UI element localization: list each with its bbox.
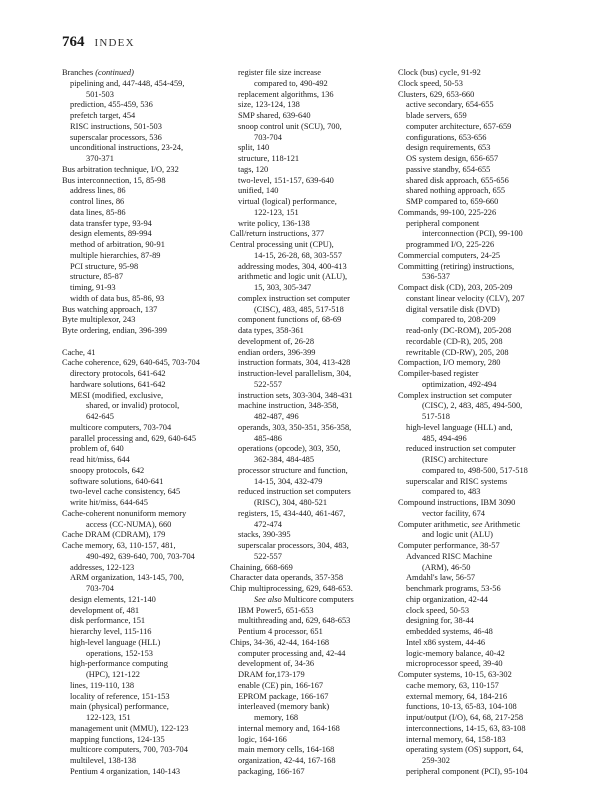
index-entry: compared to, 498-500, 517-518: [422, 465, 528, 475]
index-entry: Byte multiplexor, 243: [62, 315, 136, 325]
index-entry: pipelining and, 447-448, 454-459,: [70, 78, 185, 88]
index-entry: Commands, 99-100, 225-226: [398, 207, 497, 217]
index-entry: 122-123, 151: [86, 713, 131, 722]
index-entry: optimization, 492-494: [422, 379, 497, 389]
index-entry: Amdahl's law, 56-57: [406, 573, 476, 583]
index-entry: 522-557: [254, 551, 282, 561]
index-entry: Bus arbitration technique, I/O, 232: [62, 164, 179, 174]
index-entry: operations (opcode), 303, 350,: [238, 444, 341, 454]
index-entry: peripheral component: [406, 218, 480, 228]
index-entry: recordable (CD-R), 205, 208: [406, 336, 503, 346]
index-entry: [62, 337, 200, 348]
index-entry: 362-384, 484-485: [254, 455, 315, 464]
index-entry: multicore computers, 703-704: [70, 422, 172, 432]
index-entry: chip organization, 42-44: [406, 594, 488, 604]
index-entry: Clusters, 629, 653-660: [398, 89, 475, 99]
index-entry: problem of, 640: [70, 444, 124, 454]
index-entry: Bus watching approach, 137: [62, 304, 158, 314]
index-entry: peripheral component (PCI), 95-104: [406, 766, 528, 776]
index-entry: endian orders, 396-399: [238, 347, 316, 357]
index-entry: multiple hierarchies, 87-89: [70, 250, 161, 260]
index-entry: two-level cache consistency, 645: [70, 487, 181, 497]
index-entry: structure, 85-87: [70, 272, 124, 282]
index-entry: Bus interconnection, 15, 85-98: [62, 175, 166, 185]
index-entry: read hit/miss, 644: [70, 455, 130, 464]
index-entry: SMP shared, 639-640: [238, 111, 311, 120]
index-entry: (RISC), 304, 480-521: [254, 498, 328, 507]
index-entry: See also Multicore computers: [254, 594, 354, 604]
index-entry: Compaction, I/O memory, 280: [398, 358, 501, 368]
running-head: INDEX: [94, 37, 135, 49]
index-entry: Call/return instructions, 377: [230, 229, 325, 239]
index-entry: cache memory, 63, 110-157: [406, 680, 499, 690]
index-entry: ARM organization, 143-145, 700,: [70, 573, 184, 583]
page-header: [62, 34, 135, 58]
index-entry: Computer performance, 38-57: [398, 541, 500, 550]
index-entry: Chips, 34-36, 42-44, 164-168: [230, 637, 330, 647]
index-entry: multilevel, 138-138: [70, 756, 137, 765]
index-entry: management unit (MMU), 122-123: [70, 723, 189, 733]
index-entry: superscalar processors, 304, 483,: [238, 541, 349, 550]
index-entry: Intel x86 system, 44-46: [406, 637, 486, 647]
index-entry: (RISC) architecture: [422, 455, 488, 464]
index-entry: 485, 494-496: [422, 433, 467, 443]
index-entry: (CISC), 483, 485, 517-518: [254, 304, 344, 314]
index-entry: high-level language (HLL) and,: [406, 422, 513, 432]
index-entry: 490-492, 639-640, 700, 703-704: [86, 551, 195, 561]
index-entry: 482-487, 496: [254, 412, 299, 421]
index-entry: benchmark programs, 53-56: [406, 584, 501, 593]
index-entry: active secondary, 654-655: [406, 100, 494, 110]
index-entry: split, 140: [238, 143, 270, 153]
index-entry: main (physical) performance,: [70, 702, 169, 712]
index-entry: main memory cells, 164-168: [238, 745, 335, 755]
index-entry: logic, 164-166: [238, 734, 287, 744]
index-entry: method of arbitration, 90-91: [70, 240, 165, 249]
index-column-1: [62, 68, 200, 778]
index-entry: Cache-coherent nonuniform memory: [62, 508, 187, 518]
index-entry: designing for, 38-44: [406, 616, 474, 626]
index-entry: design elements, 121-140: [70, 594, 156, 604]
index-entry: 522-557: [254, 379, 282, 389]
index-entry: locality of reference, 151-153: [70, 691, 170, 701]
index-entry: Computer arithmetic, see Arithmetic: [398, 519, 521, 529]
index-entry: Cache DRAM (CDRAM), 179: [62, 530, 166, 540]
index-entry: (HPC), 121-122: [86, 670, 140, 679]
index-entry: compared to, 490-492: [254, 78, 328, 88]
index-entry: shared, or invalid) protocol,: [86, 401, 180, 411]
index-entry: (CISC), 2, 483, 485, 494-500,: [422, 401, 523, 411]
index-entry: IBM Power5, 651-653: [238, 605, 314, 615]
index-entry: external memory, 64, 184-216: [406, 691, 508, 701]
index-entry: configurations, 653-656: [406, 132, 487, 142]
index-entry: embedded systems, 46-48: [406, 627, 493, 636]
index-entry: 517-518: [422, 412, 450, 421]
index-entry: mapping functions, 124-135: [70, 734, 165, 744]
index-entry: timing, 91-93: [70, 283, 116, 292]
index-entry: MESI (modified, exclusive,: [70, 390, 164, 400]
index-entry: Clock speed, 50-53: [398, 78, 463, 88]
index-entry: shared disk approach, 655-656: [406, 175, 509, 185]
index-entry: RISC instructions, 501-503: [70, 121, 162, 131]
index-entry: memory, 168: [254, 713, 299, 722]
index-entry: tags, 120: [238, 164, 269, 174]
index-entry: microprocessor speed, 39-40: [406, 659, 503, 669]
index-entry: vector facility, 674: [422, 508, 485, 518]
index-entry: 703-704: [254, 132, 282, 142]
index-entry: addressing modes, 304, 400-413: [238, 261, 347, 271]
index-entry: operating system (OS) support, 64,: [406, 745, 524, 755]
index-entry: 536-537: [422, 272, 450, 282]
index-entry: write policy, 136-138: [238, 218, 310, 228]
index-entry: instruction-level parallelism, 304,: [238, 369, 352, 378]
index-entry: development of, 26-28: [238, 336, 315, 346]
index-entry: prefetch target, 454: [70, 111, 136, 120]
index-entry: stacks, 390-395: [238, 530, 291, 540]
index-entry: unconditional instructions, 23-24,: [70, 143, 184, 153]
index-entry: design elements, 89-994: [70, 229, 152, 239]
index-entry: high-level language (HLL): [70, 637, 161, 647]
index-entry: Advanced RISC Machine: [406, 551, 493, 561]
index-entry: directory protocols, 641-642: [70, 369, 166, 378]
index-entry: Pentium 4 organization, 140-143: [70, 766, 181, 776]
index-entry: component functions of, 68-69: [238, 315, 342, 325]
index-entry: Compound instructions, IBM 3090: [398, 498, 516, 507]
index-entry: operations, 152-153: [86, 648, 153, 658]
index-entry: functions, 10-13, 65-83, 104-108: [406, 702, 517, 712]
index-entry: Chip multiprocessing, 629, 648-653.: [230, 584, 353, 593]
index-entry: write hit/miss, 644-645: [70, 498, 148, 507]
index-entry: prediction, 455-459, 536: [70, 100, 153, 110]
index-entry: internal memory, 64, 158-183: [406, 734, 506, 744]
index-entry: interconnection (PCI), 99-100: [422, 229, 523, 239]
index-entry: data types, 358-361: [238, 326, 304, 335]
index-entry: addresses, 122-123: [70, 562, 135, 572]
index-entry: snoopy protocols, 642: [70, 465, 145, 475]
index-entry: clock speed, 50-53: [406, 605, 470, 615]
index-entry: hardware solutions, 641-642: [70, 379, 166, 389]
index-entry: computer architecture, 657-659: [406, 121, 512, 131]
index-entry: superscalar and RISC systems: [406, 476, 508, 486]
index-entry: constant linear velocity (CLV), 207: [406, 293, 525, 303]
index-column-2: [230, 68, 354, 778]
index-entry: register file size increase: [238, 68, 322, 77]
index-entry: development of, 34-36: [238, 659, 315, 669]
index-entry: programmed I/O, 225-226: [406, 240, 495, 249]
page-number: 764: [62, 34, 85, 50]
index-entry: Central processing unit (CPU),: [230, 240, 334, 249]
index-entry: access (CC-NUMA), 660: [86, 519, 172, 529]
index-entry: digital versatile disk (DVD): [406, 304, 500, 314]
index-entry: multithreading and, 629, 648-653: [238, 616, 351, 626]
index-entry: software solutions, 640-641: [70, 476, 164, 486]
index-entry: Complex instruction set computer: [398, 390, 512, 400]
index-entry: unified, 140: [238, 186, 279, 196]
index-entry: OS system design, 656-657: [406, 154, 499, 163]
index-entry: Compact disk (CD), 203, 205-209: [398, 283, 513, 292]
index-entry: and logic unit (ALU): [422, 530, 493, 540]
index-entry: DRAM for,173-179: [238, 670, 305, 679]
index-entry: superscalar processors, 536: [70, 132, 162, 142]
index-entry: lines, 119-110, 138: [70, 680, 135, 690]
index-entry: blade servers, 659: [406, 111, 467, 120]
index-entry: Cache memory, 63, 110-157, 481,: [62, 541, 176, 550]
index-entry: 642-645: [86, 412, 114, 421]
index-entry: two-level, 151-157, 639-640: [238, 175, 334, 185]
index-entry: rewritable (CD-RW), 205, 208: [406, 347, 509, 357]
index-entry: high-performance computing: [70, 659, 168, 669]
index-entry: 370-371: [86, 154, 114, 163]
index-entry: reduced instruction set computer: [406, 444, 516, 454]
index-entry: Branches (continued): [62, 68, 134, 77]
index-entry: Computer systems, 10-15, 63-302: [398, 670, 512, 679]
index-entry: shared nothing approach, 655: [406, 186, 506, 196]
index-entry: interconnections, 14-15, 63, 83-108: [406, 723, 526, 733]
index-entry: processor structure and function,: [238, 465, 348, 475]
index-entry: Cache, 41: [62, 347, 96, 357]
index-entry: 14-15, 304, 432-479: [254, 476, 323, 486]
index-entry: 703-704: [86, 584, 114, 593]
index-entry: complex instruction set computer: [238, 293, 350, 303]
index-entry: operands, 303, 350-351, 356-358,: [238, 422, 352, 432]
index-entry: Clock (bus) cycle, 91-92: [398, 68, 481, 77]
index-entry: enable (CE) pin, 166-167: [238, 680, 324, 690]
index-entry: logic-memory balance, 40-42: [406, 648, 505, 658]
index-entry: width of data bus, 85-86, 93: [70, 293, 165, 303]
index-entry: 15, 303, 305-347: [254, 283, 312, 292]
index-entry: packaging, 166-167: [238, 766, 305, 776]
index-entry: compared to, 483: [422, 487, 481, 497]
index-entry: passive standby, 654-655: [406, 164, 491, 174]
index-entry: instruction sets, 303-304, 348-431: [238, 390, 353, 400]
index-entry: hierarchy level, 115-116: [70, 627, 152, 636]
index-entry: disk performance, 151: [70, 616, 146, 626]
index-entry: Character data operands, 357-358: [230, 573, 344, 583]
index-entry: data transfer type, 93-94: [70, 218, 152, 228]
index-entry: Commercial computers, 24-25: [398, 250, 501, 260]
index-entry: 485-486: [254, 433, 282, 443]
index-entry: 14-15, 26-28, 68, 303-557: [254, 250, 342, 260]
index-entry: design requirements, 653: [406, 143, 491, 153]
index-entry: instruction formats, 304, 413-428: [238, 358, 351, 368]
index-entry: control lines, 86: [70, 197, 125, 206]
index-entry: address lines, 86: [70, 186, 126, 196]
index-entry: reduced instruction set computers: [238, 487, 351, 497]
index-entry: Pentium 4 processor, 651: [238, 627, 323, 636]
index-entry: Byte ordering, endian, 396-399: [62, 326, 167, 335]
index-entry: SMP compared to, 659-660: [406, 197, 499, 206]
index-entry: 122-123, 151: [254, 207, 299, 217]
index-entry: compared to, 208-209: [422, 315, 496, 325]
index-entry: size, 123-124, 138: [238, 100, 300, 110]
index-column-3: [398, 68, 528, 778]
index-entry: input/output (I/O), 64, 68, 217-258: [406, 713, 524, 722]
index-entry: computer processing and, 42-44: [238, 648, 346, 658]
index-entry: interleaved (memory bank): [238, 702, 330, 712]
index-entry: Cache coherence, 629, 640-645, 703-704: [62, 358, 200, 368]
index-entry: snoop control unit (SCU), 700,: [238, 121, 342, 131]
index-entry: multicore computers, 700, 703-704: [70, 745, 188, 755]
index-entry: virtual (logical) performance,: [238, 197, 337, 206]
index-entry: parallel processing and, 629, 640-645: [70, 433, 197, 443]
index-entry: development of, 481: [70, 605, 140, 615]
index-entry: 472-474: [254, 519, 282, 529]
index-entry: machine instruction, 348-358,: [238, 401, 339, 411]
index-entry: EPROM package, 166-167: [238, 691, 329, 701]
index-entry: Chaining, 668-669: [230, 562, 293, 572]
index-entry: 501-503: [86, 89, 114, 99]
index-entry: organization, 42-44, 167-168: [238, 756, 336, 765]
index-entry: arithmetic and logic unit (ALU),: [238, 272, 348, 282]
index-entry: (ARM), 46-50: [422, 562, 471, 572]
index-entry: 259-302: [422, 756, 450, 765]
index-entry: read-only (DC-ROM), 205-208: [406, 326, 512, 335]
index-entry: registers, 15, 434-440, 461-467,: [238, 508, 346, 518]
index-entry: PCI structure, 95-98: [70, 261, 139, 271]
index-entry: Committing (retiring) instructions,: [398, 261, 515, 271]
index-entry: Compiler-based register: [398, 369, 479, 378]
index-entry: data lines, 85-86: [70, 207, 126, 217]
index-entry: internal memory and, 164-168: [238, 723, 340, 733]
index-entry: structure, 118-121: [238, 154, 300, 163]
index-entry: replacement algorithms, 136: [238, 89, 334, 99]
